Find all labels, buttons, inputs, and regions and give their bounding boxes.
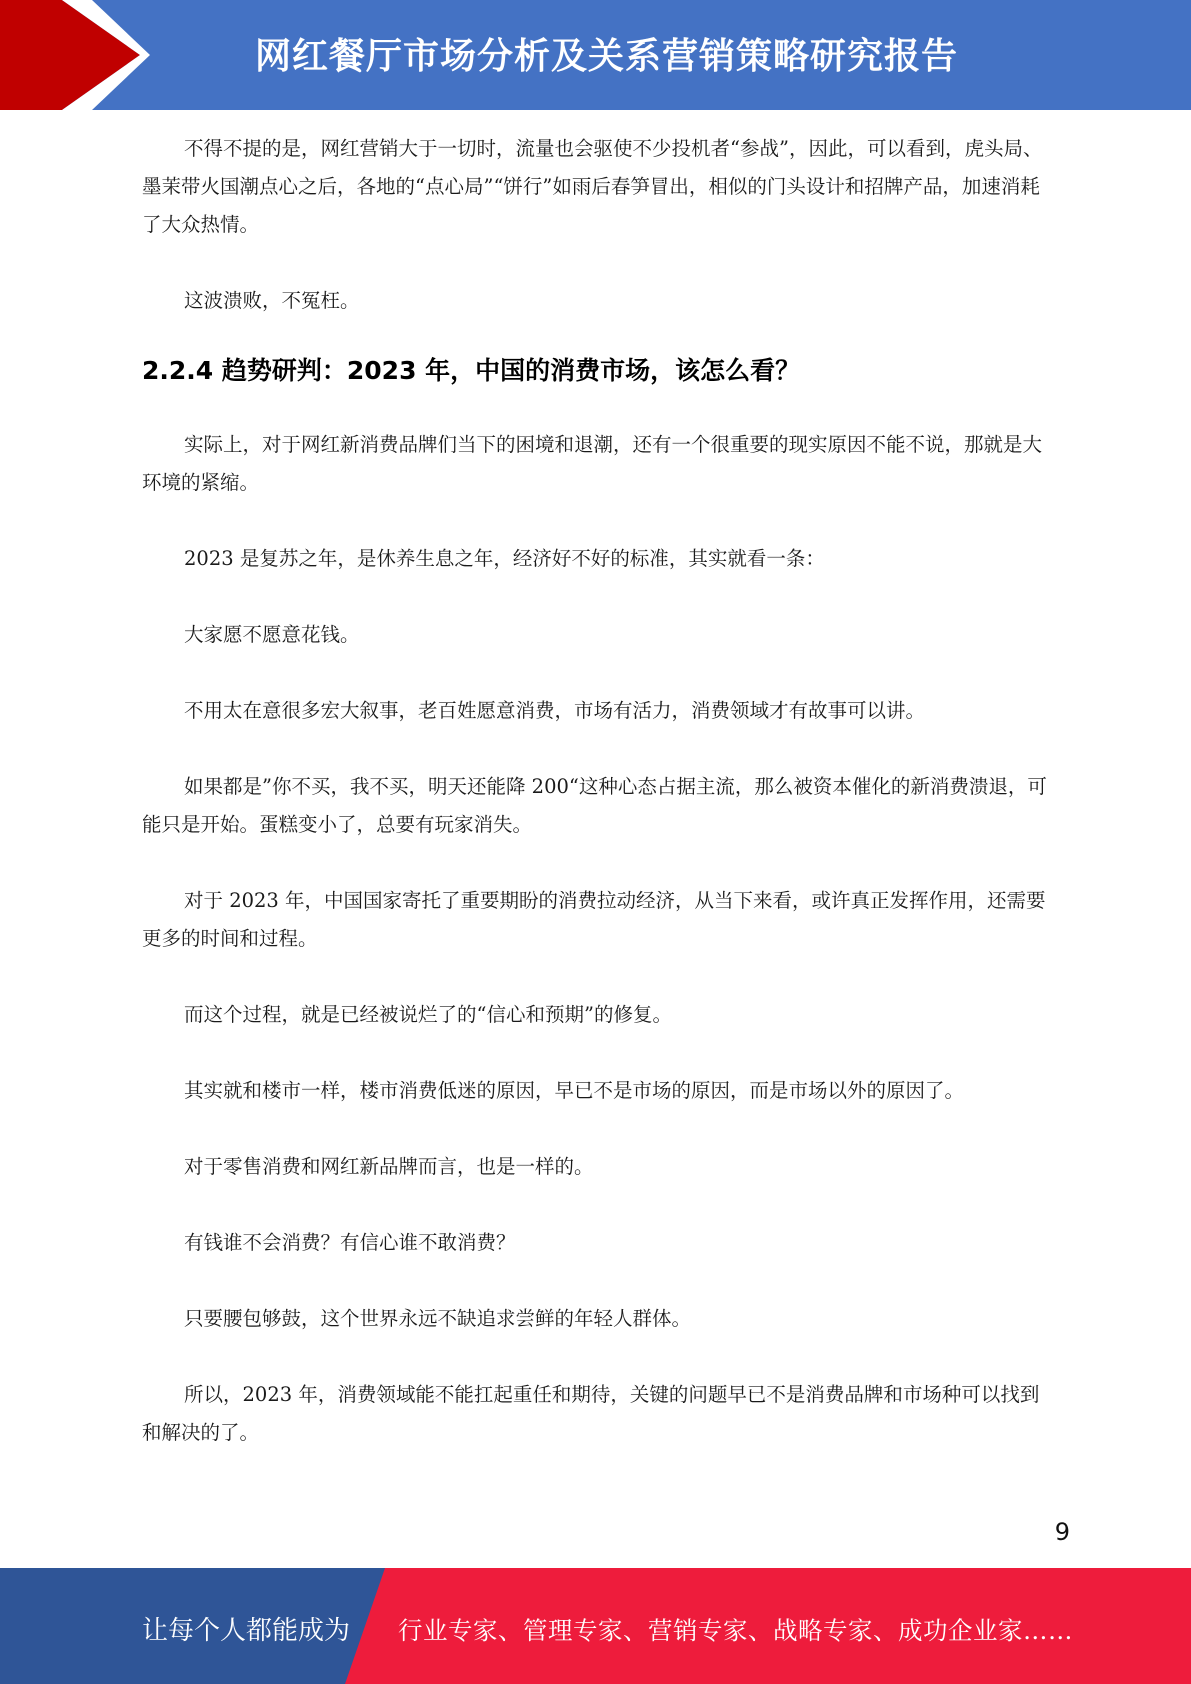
paragraph: 2023 是复苏之年，是休养生息之年，经济好不好的标准，其实就看一条：	[184, 547, 825, 570]
paragraph: 而这个过程，就是已经被说烂了的“信心和预期”的修复。	[184, 1003, 672, 1026]
report-title: 网红餐厅市场分析及关系营销策略研究报告	[255, 36, 959, 77]
paragraph: 大家愿不愿意花钱。	[184, 623, 360, 646]
paragraph: 只要腰包够鼓，这个世界永远不缺追求尝鲜的年轻人群体。	[184, 1307, 692, 1330]
footer-slogan-lead: 让每个人都能成为	[142, 1616, 351, 1646]
paragraph: 这波溃败，不冤枉。	[184, 289, 360, 312]
paragraph: 对于零售消费和网红新品牌而言，也是一样的。	[184, 1155, 594, 1178]
paragraph: 有钱谁不会消费？有信心谁不敢消费？	[184, 1231, 516, 1254]
page-number: 9	[1054, 1518, 1070, 1546]
page-body	[142, 130, 1047, 1452]
paragraph: 如果都是”你不买，我不买，明天还能降 200“这种心态占据主流，那么被资本催化的新消费溃退，可能只是开始。蛋糕变小了，总要有玩家消失。	[142, 775, 1047, 836]
page-footer	[0, 1568, 1191, 1684]
paragraph: 对于 2023 年，中国国家寄托了重要期盼的消费拉动经济，从当下来看，或许真正发挥作用，还需要更多的时间和过程。	[142, 889, 1046, 950]
paragraph: 所以，2023 年，消费领域能不能扛起重任和期待，关键的问题早已不是消费品牌和市场种可以找到和解决的了。	[142, 1383, 1040, 1444]
paragraph: 其实就和楼市一样，楼市消费低迷的原因，早已不是市场的原因，而是市场以外的原因了。	[184, 1079, 965, 1102]
paragraph: 不用太在意很多宏大叙事，老百姓愿意消费，市场有活力，消费领域才有故事可以讲。	[184, 699, 926, 722]
page-header	[0, 0, 1191, 110]
footer-slogan-roles: 行业专家、管理专家、营销专家、战略专家、成功企业家……	[398, 1616, 1073, 1645]
paragraph: 不得不提的是，网红营销大于一切时，流量也会驱使不少投机者“参战”，因此，可以看到，虎头局、墨茉带火国潮点心之后，各地的“点心局”“饼行”如雨后春笋冒出，相似的门头设计和招牌产品，加速消耗了大众热情。	[142, 137, 1043, 236]
paragraph: 实际上，对于网红新消费品牌们当下的困境和退潮，还有一个很重要的现实原因不能不说，那就是大环境的紧缩。	[142, 433, 1043, 494]
section-heading: 2.2.4 趋势研判：2023 年，中国的消费市场，该怎么看？	[142, 356, 801, 385]
